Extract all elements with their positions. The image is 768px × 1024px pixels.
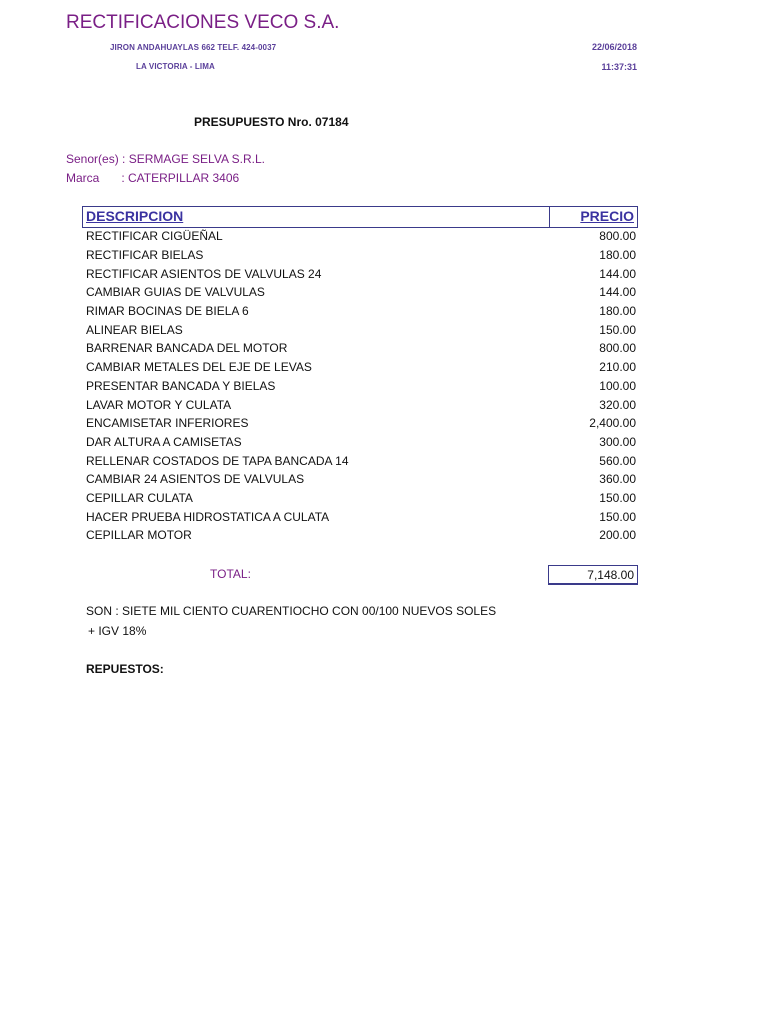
item-price: 320.00: [599, 397, 636, 412]
items-list: [86, 227, 636, 545]
item-price: 210.00: [599, 360, 636, 375]
header-divider: [549, 207, 550, 227]
item-description: RECTIFICAR ASIENTOS DE VALVULAS 24: [86, 266, 322, 281]
company-city: LA VICTORIA - LIMA: [136, 62, 215, 71]
item-price: 800.00: [599, 341, 636, 356]
item-price: 560.00: [599, 453, 636, 468]
spare-parts-heading: REPUESTOS:: [86, 662, 164, 676]
item-price: 360.00: [599, 472, 636, 487]
table-row: [86, 339, 636, 358]
item-price: 150.00: [599, 490, 636, 505]
table-row: [86, 526, 636, 545]
column-header-price: PRECIO: [580, 208, 634, 224]
item-price: 200.00: [599, 528, 636, 543]
total-value: 7,148.00: [548, 565, 638, 585]
item-price: 100.00: [599, 378, 636, 393]
table-row: [86, 451, 636, 470]
document-time: 11:37:31: [601, 62, 637, 72]
item-description: HACER PRUEBA HIDROSTATICA A CULATA: [86, 509, 330, 524]
table-row: [86, 320, 636, 339]
quote-title: PRESUPUESTO Nro. 07184: [194, 115, 349, 129]
document-date: 22/06/2018: [591, 42, 637, 52]
client-value: : SERMAGE SELVA S.R.L.: [122, 152, 265, 166]
item-price: 300.00: [599, 434, 636, 449]
table-row: [86, 302, 636, 321]
table-row: [86, 283, 636, 302]
table-row: [86, 470, 636, 489]
tax-note: + IGV 18%: [88, 624, 147, 638]
item-description: PRESENTAR BANCADA Y BIELAS: [86, 378, 276, 393]
item-description: ENCAMISETAR INFERIORES: [86, 416, 249, 431]
item-price: 150.00: [599, 509, 636, 524]
table-row: [86, 489, 636, 508]
item-price: 144.00: [599, 266, 636, 281]
item-description: CAMBIAR METALES DEL EJE DE LEVAS: [86, 360, 312, 375]
table-header: [82, 206, 638, 228]
table-row: [86, 507, 636, 526]
item-description: CAMBIAR 24 ASIENTOS DE VALVULAS: [86, 472, 305, 487]
table-row: [86, 264, 636, 283]
amount-in-words: SON : SIETE MIL CIENTO CUARENTIOCHO CON 00/100 NUEVOS SOLES: [86, 604, 497, 618]
item-description: RECTIFICAR CIGÜEÑAL: [86, 229, 223, 244]
item-description: CEPILLAR MOTOR: [86, 528, 192, 543]
item-description: CEPILLAR CULATA: [86, 490, 193, 505]
table-row: [86, 246, 636, 265]
company-name: RECTIFICACIONES VECO S.A.: [66, 12, 340, 33]
item-price: 180.00: [599, 304, 636, 319]
item-price: 150.00: [599, 322, 636, 337]
item-description: RIMAR BOCINAS DE BIELA 6: [86, 304, 249, 319]
company-address: JIRON ANDAHUAYLAS 662 TELF. 424-0037: [110, 43, 277, 52]
item-description: DAR ALTURA A CAMISETAS: [86, 434, 242, 449]
table-row: [86, 395, 636, 414]
item-description: ALINEAR BIELAS: [86, 322, 183, 337]
table-row: [86, 227, 636, 246]
item-price: 144.00: [599, 285, 636, 300]
item-description: RELLENAR COSTADOS DE TAPA BANCADA 14: [86, 453, 349, 468]
brand-line: [66, 171, 239, 185]
table-row: [86, 377, 636, 396]
item-price: 180.00: [599, 248, 636, 263]
client-label: Senor(es): [66, 152, 119, 166]
total-label: TOTAL:: [210, 567, 251, 581]
brand-label: Marca: [66, 171, 100, 185]
item-description: BARRENAR BANCADA DEL MOTOR: [86, 341, 288, 356]
table-row: [86, 433, 636, 452]
table-row: [86, 414, 636, 433]
item-description: RECTIFICAR BIELAS: [86, 248, 204, 263]
column-header-description: DESCRIPCION: [86, 208, 184, 224]
item-price: 2,400.00: [589, 416, 636, 431]
brand-value: : CATERPILLAR 3406: [121, 171, 240, 185]
item-price: 800.00: [599, 229, 636, 244]
table-row: [86, 358, 636, 377]
item-description: LAVAR MOTOR Y CULATA: [86, 397, 232, 412]
client-line: [66, 152, 265, 166]
item-description: CAMBIAR GUIAS DE VALVULAS: [86, 285, 265, 300]
